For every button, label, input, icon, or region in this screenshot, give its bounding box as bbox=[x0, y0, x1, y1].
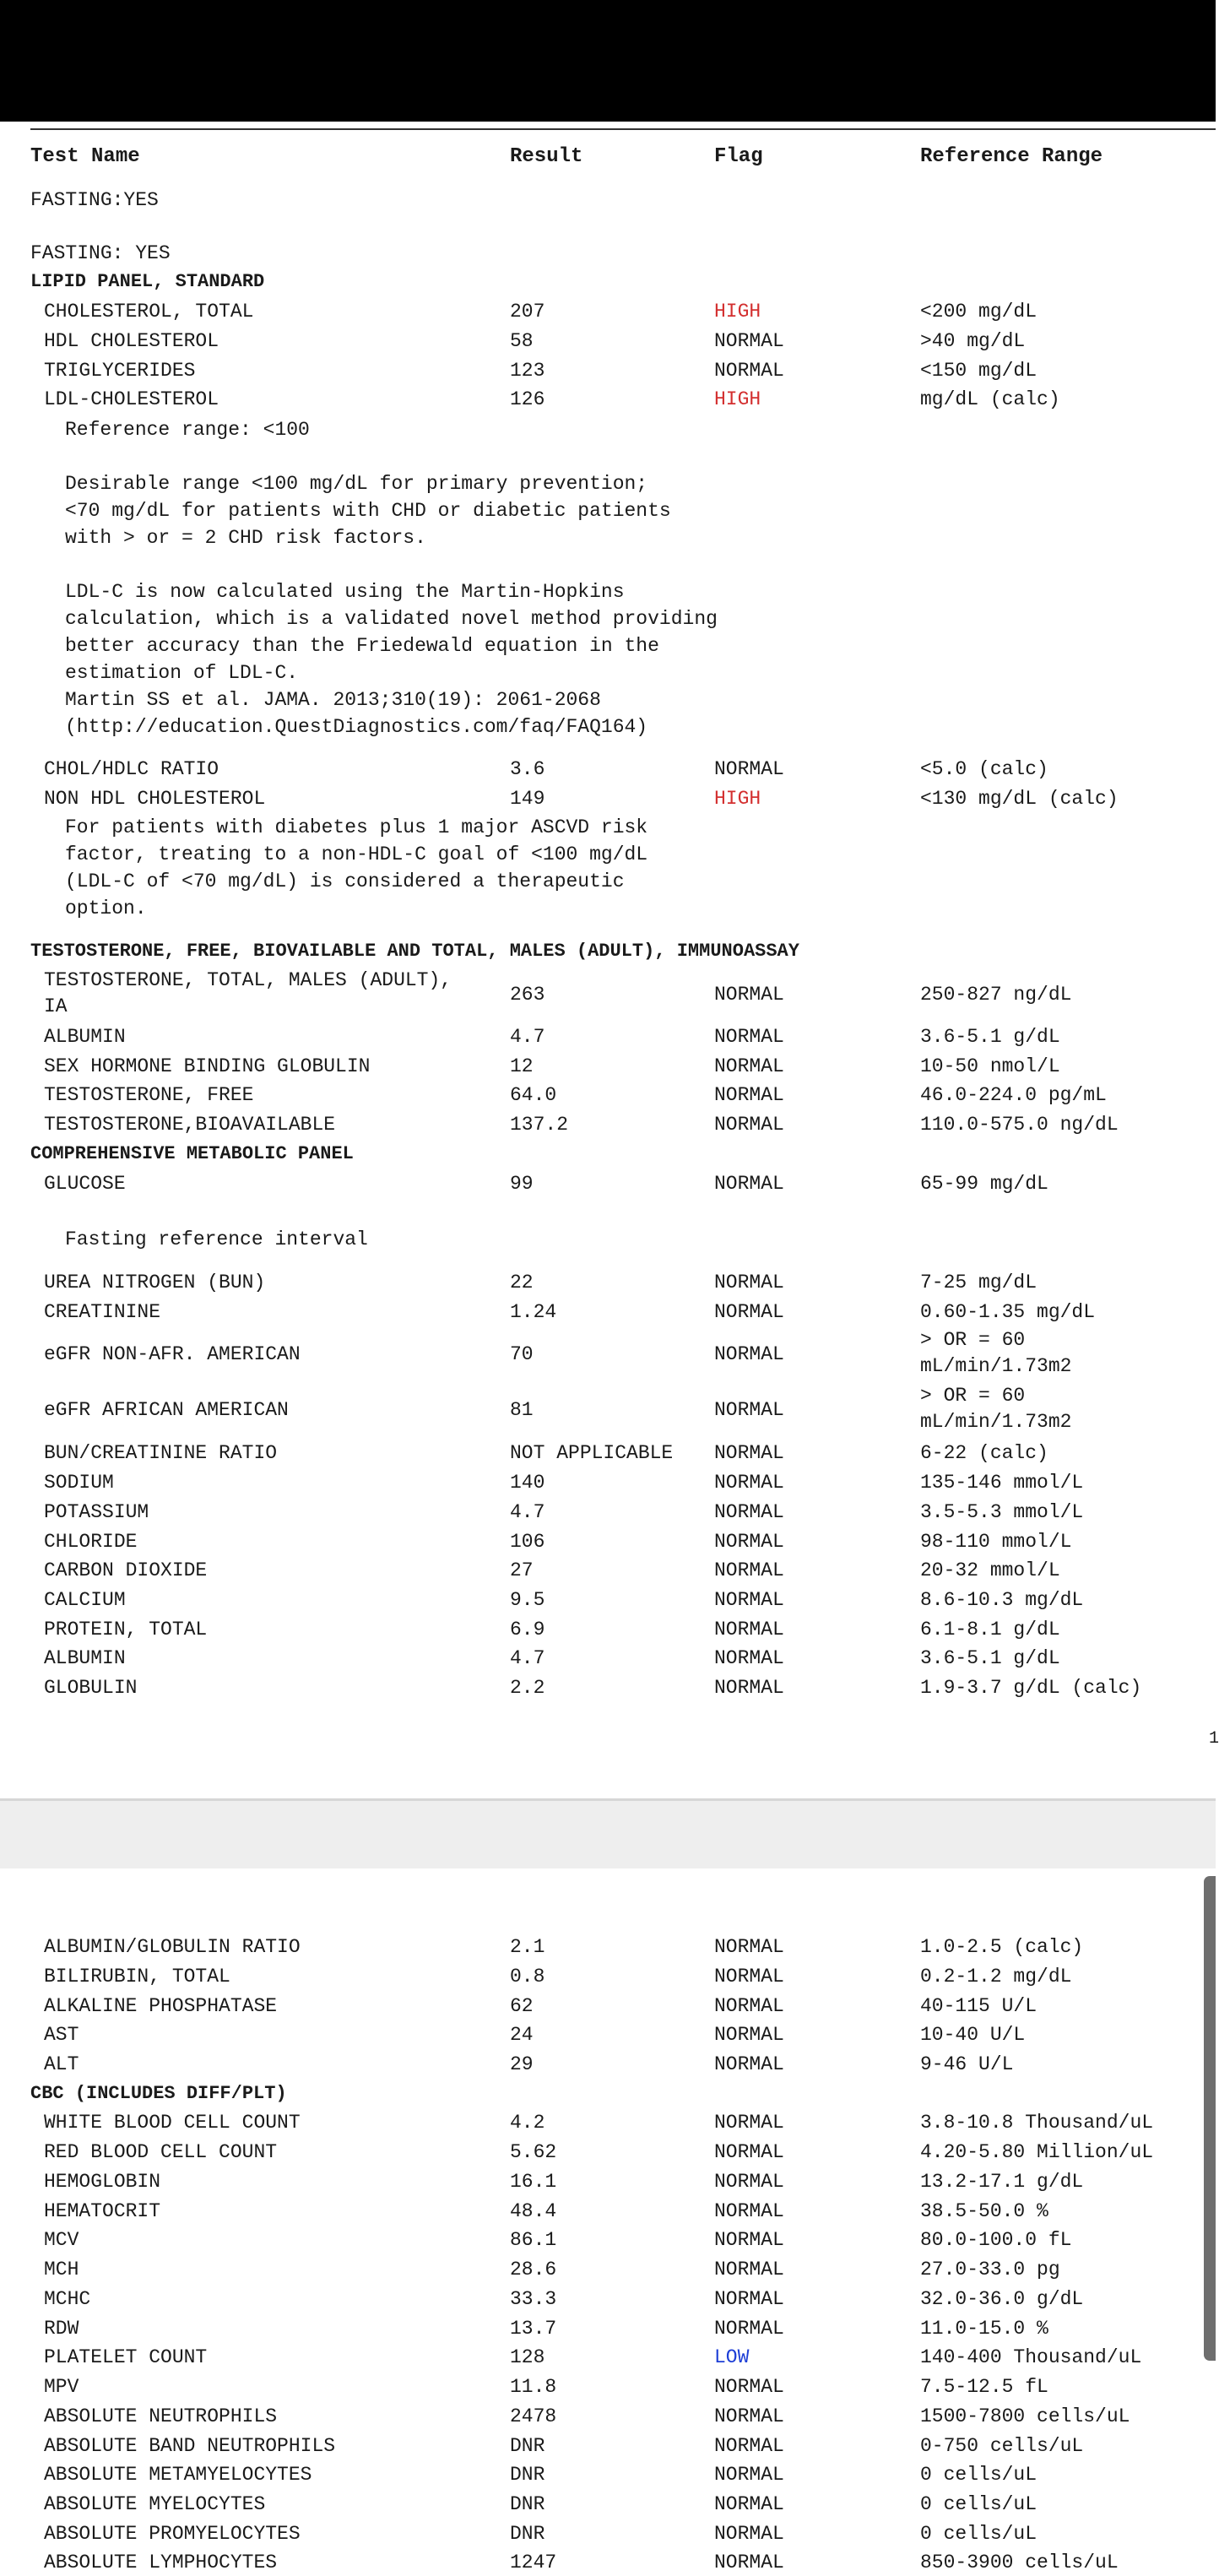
test-name: CHOLESTEROL, TOTAL bbox=[44, 301, 254, 323]
test-reference-range: 0 cells/uL bbox=[920, 2464, 1038, 2486]
header-divider bbox=[30, 128, 1216, 130]
test-result: 28.6 bbox=[510, 2259, 557, 2280]
test-result: 64.0 bbox=[510, 1084, 557, 1106]
report-page-2 bbox=[0, 1866, 1216, 2573]
test-result: 4.7 bbox=[510, 1501, 545, 1523]
test-flag: NORMAL bbox=[714, 2318, 784, 2340]
test-flag: NORMAL bbox=[714, 1531, 784, 1553]
test-name: ABSOLUTE METAMYELOCYTES bbox=[44, 2464, 312, 2486]
test-reference-range: 3.6-5.1 g/dL bbox=[920, 1026, 1060, 1048]
test-name: CREATININE bbox=[44, 1301, 161, 1323]
test-flag: NORMAL bbox=[714, 2376, 784, 2398]
test-flag: NORMAL bbox=[714, 1936, 784, 1958]
test-reference-range: 6.1-8.1 g/dL bbox=[920, 1619, 1060, 1641]
test-reference-range: 0.2-1.2 mg/dL bbox=[920, 1966, 1072, 1988]
test-result: 0.8 bbox=[510, 1966, 545, 1988]
test-name: BUN/CREATININE RATIO bbox=[44, 1442, 278, 1464]
test-reference-range: 7-25 mg/dL bbox=[920, 1272, 1038, 1293]
test-reference-range: >40 mg/dL bbox=[920, 330, 1026, 352]
test-flag: HIGH bbox=[714, 388, 761, 410]
test-name: WHITE BLOOD CELL COUNT bbox=[44, 2112, 301, 2134]
test-reference-range: 65-99 mg/dL bbox=[920, 1173, 1048, 1195]
page-number: 1 bbox=[1209, 1729, 1219, 1749]
test-flag: HIGH bbox=[714, 788, 761, 810]
test-reference-range: 10-40 U/L bbox=[920, 2024, 1026, 2046]
test-flag: NORMAL bbox=[714, 2288, 784, 2310]
test-flag: NORMAL bbox=[714, 1647, 784, 1669]
test-name: RDW bbox=[44, 2318, 79, 2340]
test-name: CHLORIDE bbox=[44, 1531, 138, 1553]
test-flag: NORMAL bbox=[714, 1995, 784, 2017]
test-flag: NORMAL bbox=[714, 1472, 784, 1494]
test-name: ABSOLUTE BAND NEUTROPHILS bbox=[44, 2435, 336, 2457]
test-name: TESTOSTERONE, FREE bbox=[44, 1084, 254, 1106]
test-name: TESTOSTERONE, TOTAL, MALES (ADULT), IA bbox=[44, 969, 452, 1017]
test-flag: NORMAL bbox=[714, 2259, 784, 2280]
test-flag: NORMAL bbox=[714, 1677, 784, 1699]
ldl-comment: Reference range: <100 Desirable range <100 mg/dL for primary prevention; <70 mg/dL for patients with CHD or diabetic patients with > or = 2 CHD risk factors. LDL-C is now calculated using the Martin-Hopkins calculation, which is a validated novel method providing better accuracy than the Friedewald equation in the estimation of LDL-C. Martin SS et al. JAMA. 2013;310(19): 2061-2068 (http://education.QuestDiagnostics.com/faq/FAQ164) bbox=[65, 419, 718, 738]
test-flag: NORMAL bbox=[714, 2229, 784, 2251]
test-result: 4.7 bbox=[510, 1647, 545, 1669]
test-name: ALBUMIN/GLOBULIN RATIO bbox=[44, 1936, 301, 1958]
test-flag: NORMAL bbox=[714, 2405, 784, 2427]
test-name: HDL CHOLESTEROL bbox=[44, 330, 219, 352]
test-reference-range: 3.6-5.1 g/dL bbox=[920, 1647, 1060, 1669]
test-flag: NORMAL bbox=[714, 1501, 784, 1523]
test-name: SODIUM bbox=[44, 1472, 114, 1494]
test-reference-range: 80.0-100.0 fL bbox=[920, 2229, 1072, 2251]
test-flag: NORMAL bbox=[714, 1173, 784, 1195]
test-name: SEX HORMONE BINDING GLOBULIN bbox=[44, 1055, 371, 1077]
test-name: RED BLOOD CELL COUNT bbox=[44, 2141, 278, 2163]
test-reference-range: 1.9-3.7 g/dL (calc) bbox=[920, 1677, 1142, 1699]
test-result: 70 bbox=[510, 1343, 534, 1365]
test-result: 126 bbox=[510, 388, 545, 410]
test-flag: LOW bbox=[714, 2346, 750, 2368]
test-name: HEMATOCRIT bbox=[44, 2200, 161, 2222]
test-flag: NORMAL bbox=[714, 758, 784, 780]
test-name: LDL-CHOLESTEROL bbox=[44, 388, 219, 410]
test-flag: NORMAL bbox=[714, 1084, 784, 1106]
test-result: DNR bbox=[510, 2435, 545, 2457]
test-flag: NORMAL bbox=[714, 330, 784, 352]
test-result: 81 bbox=[510, 1399, 534, 1421]
test-result: DNR bbox=[510, 2523, 545, 2545]
test-result: 99 bbox=[510, 1173, 534, 1195]
test-reference-range: 7.5-12.5 fL bbox=[920, 2376, 1048, 2398]
test-flag: NORMAL bbox=[714, 2464, 784, 2486]
column-header-test-name: Test Name bbox=[30, 145, 140, 168]
test-result: 22 bbox=[510, 1272, 534, 1293]
glucose-comment: Fasting reference interval bbox=[65, 1228, 368, 1250]
test-name: ALBUMIN bbox=[44, 1026, 126, 1048]
test-result: DNR bbox=[510, 2464, 545, 2486]
test-result: 263 bbox=[510, 984, 545, 1006]
test-name: ABSOLUTE MYELOCYTES bbox=[44, 2493, 266, 2515]
test-name: CALCIUM bbox=[44, 1589, 126, 1611]
table-row bbox=[0, 968, 1216, 1022]
fasting-line: FASTING: YES bbox=[30, 242, 171, 264]
column-header-result: Result bbox=[510, 145, 583, 168]
test-flag: NORMAL bbox=[714, 2053, 784, 2075]
test-name: ALKALINE PHOSPHATASE bbox=[44, 1995, 278, 2017]
test-result: 2478 bbox=[510, 2405, 557, 2427]
test-flag: NORMAL bbox=[714, 1055, 784, 1077]
test-name: NON HDL CHOLESTEROL bbox=[44, 788, 266, 810]
test-flag: NORMAL bbox=[714, 1026, 784, 1048]
test-result: 106 bbox=[510, 1531, 545, 1553]
test-name: eGFR AFRICAN AMERICAN bbox=[44, 1399, 289, 1421]
test-reference-range: <5.0 (calc) bbox=[920, 758, 1048, 780]
test-result: 12 bbox=[510, 1055, 534, 1077]
test-reference-range: 0-750 cells/uL bbox=[920, 2435, 1084, 2457]
test-name: CHOL/HDLC RATIO bbox=[44, 758, 219, 780]
test-result: 58 bbox=[510, 330, 534, 352]
test-reference-range: 46.0-224.0 pg/mL bbox=[920, 1084, 1107, 1106]
test-flag: NORMAL bbox=[714, 2024, 784, 2046]
test-result: 86.1 bbox=[510, 2229, 557, 2251]
test-reference-range: > OR = 60 mL/min/1.73m2 bbox=[920, 1329, 1072, 1377]
test-reference-range: 0 cells/uL bbox=[920, 2523, 1038, 2545]
test-reference-range: 140-400 Thousand/uL bbox=[920, 2346, 1142, 2368]
test-result: 27 bbox=[510, 1559, 534, 1581]
test-flag: NORMAL bbox=[714, 2493, 784, 2515]
test-flag: NORMAL bbox=[714, 2435, 784, 2457]
section-title-testosterone: TESTOSTERONE, FREE, BIOVAILABLE AND TOTAL, MALES (ADULT), IMMUNOASSAY bbox=[30, 941, 799, 962]
test-reference-range: 3.5-5.3 mmol/L bbox=[920, 1501, 1084, 1523]
column-header-flag: Flag bbox=[714, 145, 763, 168]
test-name: AST bbox=[44, 2024, 79, 2046]
test-result: 4.2 bbox=[510, 2112, 545, 2134]
scrollbar-thumb[interactable] bbox=[1204, 1876, 1216, 2361]
test-name: ALT bbox=[44, 2053, 79, 2075]
test-reference-range: 40-115 U/L bbox=[920, 1995, 1038, 2017]
test-reference-range: 4.20-5.80 Million/uL bbox=[920, 2141, 1154, 2163]
test-reference-range: 850-3900 cells/uL bbox=[920, 2552, 1119, 2573]
test-result: 29 bbox=[510, 2053, 534, 2075]
test-flag: NORMAL bbox=[714, 984, 784, 1006]
test-reference-range: 38.5-50.0 % bbox=[920, 2200, 1048, 2222]
test-result: 9.5 bbox=[510, 1589, 545, 1611]
test-result: 2.2 bbox=[510, 1677, 545, 1699]
test-flag: NORMAL bbox=[714, 1399, 784, 1421]
test-name: ABSOLUTE NEUTROPHILS bbox=[44, 2405, 278, 2427]
test-result: 6.9 bbox=[510, 1619, 545, 1641]
non-hdl-comment: For patients with diabetes plus 1 major ASCVD risk factor, treating to a non-HDL-C goal of <100 mg/dL (LDL-C of <70 mg/dL) is considered a therapeutic option. bbox=[65, 816, 648, 919]
test-reference-range: <130 mg/dL (calc) bbox=[920, 788, 1119, 810]
test-result: 48.4 bbox=[510, 2200, 557, 2222]
test-reference-range: 10-50 nmol/L bbox=[920, 1055, 1060, 1077]
fasting-line: FASTING:YES bbox=[30, 189, 159, 211]
test-reference-range: 250-827 ng/dL bbox=[920, 984, 1072, 1006]
test-reference-range: <150 mg/dL bbox=[920, 360, 1038, 382]
test-name: CARBON DIOXIDE bbox=[44, 1559, 208, 1581]
test-result: 62 bbox=[510, 1995, 534, 2017]
test-name: MCV bbox=[44, 2229, 79, 2251]
test-flag: NORMAL bbox=[714, 2171, 784, 2193]
test-flag: NORMAL bbox=[714, 2112, 784, 2134]
column-header-reference-range: Reference Range bbox=[920, 145, 1103, 168]
test-flag: NORMAL bbox=[714, 1114, 784, 1136]
test-result: 207 bbox=[510, 301, 545, 323]
test-result: 5.62 bbox=[510, 2141, 557, 2163]
test-reference-range: mg/dL (calc) bbox=[920, 388, 1060, 410]
test-reference-range: 98-110 mmol/L bbox=[920, 1531, 1072, 1553]
test-reference-range: 32.0-36.0 g/dL bbox=[920, 2288, 1084, 2310]
test-reference-range: 27.0-33.0 pg bbox=[920, 2259, 1060, 2280]
test-result: 24 bbox=[510, 2024, 534, 2046]
test-name: MCH bbox=[44, 2259, 79, 2280]
test-reference-range: 110.0-575.0 ng/dL bbox=[920, 1114, 1119, 1136]
test-result: 11.8 bbox=[510, 2376, 557, 2398]
test-result: 123 bbox=[510, 360, 545, 382]
page-separator bbox=[0, 1798, 1216, 1868]
test-name: BILIRUBIN, TOTAL bbox=[44, 1966, 230, 1988]
test-name: UREA NITROGEN (BUN) bbox=[44, 1272, 266, 1293]
test-reference-range: 135-146 mmol/L bbox=[920, 1472, 1084, 1494]
test-name: TESTOSTERONE,BIOAVAILABLE bbox=[44, 1114, 336, 1136]
test-result: 33.3 bbox=[510, 2288, 557, 2310]
test-result: 3.6 bbox=[510, 758, 545, 780]
test-name: MPV bbox=[44, 2376, 79, 2398]
test-reference-range: 11.0-15.0 % bbox=[920, 2318, 1048, 2340]
test-name: eGFR NON-AFR. AMERICAN bbox=[44, 1343, 301, 1365]
test-result: 1.24 bbox=[510, 1301, 557, 1323]
table-row bbox=[0, 1383, 1216, 1437]
test-reference-range: 0.60-1.35 mg/dL bbox=[920, 1301, 1096, 1323]
test-result: 4.7 bbox=[510, 1026, 545, 1048]
section-title-lipid: LIPID PANEL, STANDARD bbox=[30, 271, 265, 292]
test-name: GLUCOSE bbox=[44, 1173, 126, 1195]
test-flag: HIGH bbox=[714, 301, 761, 323]
test-name: ABSOLUTE PROMYELOCYTES bbox=[44, 2523, 301, 2545]
test-flag: NORMAL bbox=[714, 1442, 784, 1464]
test-flag: NORMAL bbox=[714, 360, 784, 382]
test-reference-range: 1500-7800 cells/uL bbox=[920, 2405, 1130, 2427]
test-reference-range: 3.8-10.8 Thousand/uL bbox=[920, 2112, 1154, 2134]
test-result: 2.1 bbox=[510, 1936, 545, 1958]
test-flag: NORMAL bbox=[714, 1619, 784, 1641]
test-flag: NORMAL bbox=[714, 1589, 784, 1611]
test-name: POTASSIUM bbox=[44, 1501, 149, 1523]
test-flag: NORMAL bbox=[714, 1966, 784, 1988]
test-result: 128 bbox=[510, 2346, 545, 2368]
test-name: ALBUMIN bbox=[44, 1647, 126, 1669]
test-reference-range: 20-32 mmol/L bbox=[920, 1559, 1060, 1581]
test-flag: NORMAL bbox=[714, 2552, 784, 2573]
test-reference-range: 9-46 U/L bbox=[920, 2053, 1014, 2075]
test-result: 149 bbox=[510, 788, 545, 810]
test-reference-range: 13.2-17.1 g/dL bbox=[920, 2171, 1084, 2193]
test-result: 140 bbox=[510, 1472, 545, 1494]
test-reference-range: 0 cells/uL bbox=[920, 2493, 1038, 2515]
test-name: PLATELET COUNT bbox=[44, 2346, 208, 2368]
test-reference-range: 8.6-10.3 mg/dL bbox=[920, 1589, 1084, 1611]
test-name: HEMOGLOBIN bbox=[44, 2171, 161, 2193]
test-flag: NORMAL bbox=[714, 1559, 784, 1581]
section-title-cmp: COMPREHENSIVE METABOLIC PANEL bbox=[30, 1143, 354, 1164]
test-name: ABSOLUTE LYMPHOCYTES bbox=[44, 2552, 278, 2573]
test-reference-range: 1.0-2.5 (calc) bbox=[920, 1936, 1084, 1958]
test-flag: NORMAL bbox=[714, 2141, 784, 2163]
test-result: 13.7 bbox=[510, 2318, 557, 2340]
test-result: 16.1 bbox=[510, 2171, 557, 2193]
test-result: 1247 bbox=[510, 2552, 557, 2573]
test-name: PROTEIN, TOTAL bbox=[44, 1619, 208, 1641]
test-flag: NORMAL bbox=[714, 2523, 784, 2545]
test-reference-range: <200 mg/dL bbox=[920, 301, 1038, 323]
test-reference-range: 6-22 (calc) bbox=[920, 1442, 1048, 1464]
test-result: 137.2 bbox=[510, 1114, 569, 1136]
test-flag: NORMAL bbox=[714, 1301, 784, 1323]
test-result: NOT APPLICABLE bbox=[510, 1442, 674, 1464]
test-name: GLOBULIN bbox=[44, 1677, 138, 1699]
test-flag: NORMAL bbox=[714, 2200, 784, 2222]
test-name: MCHC bbox=[44, 2288, 91, 2310]
test-flag: NORMAL bbox=[714, 1343, 784, 1365]
test-name: TRIGLYCERIDES bbox=[44, 360, 196, 382]
section-title-cbc: CBC (INCLUDES DIFF/PLT) bbox=[30, 2083, 287, 2104]
table-row bbox=[0, 1327, 1216, 1381]
test-result: DNR bbox=[510, 2493, 545, 2515]
test-flag: NORMAL bbox=[714, 1272, 784, 1293]
test-reference-range: > OR = 60 mL/min/1.73m2 bbox=[920, 1385, 1072, 1433]
